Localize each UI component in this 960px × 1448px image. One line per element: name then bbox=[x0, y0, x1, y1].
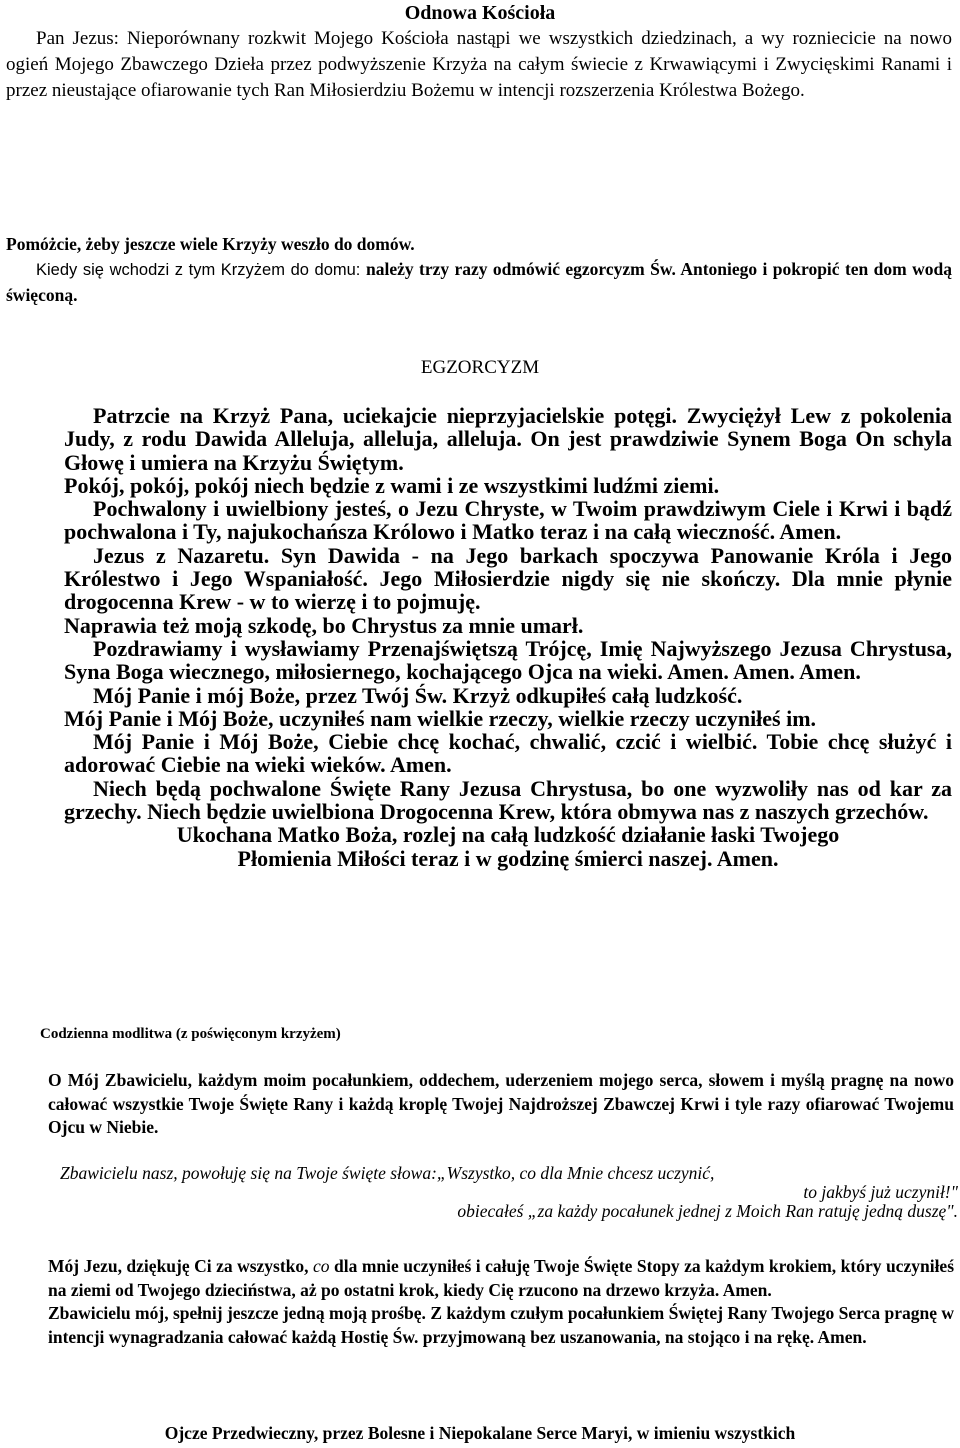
thanks-text-b: dla mnie uczyniłeś i całuję Twoje Święte Stopy za każdym krokiem, który uczyniłeś na ziemi od Twojego dzieciństwa, aż po ostatni krok, kiedy Cię rzucono na drzewo krzyża. Amen. bbox=[48, 1256, 955, 1300]
exorcism-paragraph: Mój Panie i Mój Boże, Ciebie chcę kochać, chwalić, czcić i wielbić. Tobie chcę służyć i adorować Ciebie na wieki wieków. Amen. bbox=[64, 729, 952, 778]
request-paragraph: Zbawicielu mój, spełnij jeszcze jedną moją prośbę. Z każdym czułym pocałunkiem Świętej Rany Twojego Serca pragnę w intencji wynagradzania całować każdą Hostię Św. przyjmowaną bez uszanowania, na stojąco i na rękę. Amen. bbox=[48, 1303, 954, 1347]
thanks-text-co: co bbox=[313, 1256, 330, 1276]
help-line-1: Pomóżcie, żeby jeszcze wiele Krzyży weszło do domów. bbox=[6, 234, 415, 254]
exorcism-paragraph: Naprawia też moją szkodę, bo Chrystus za mnie umarł. bbox=[64, 612, 584, 638]
exorcism-paragraph: Pokój, pokój, pokój niech będzie z wami i ze wszystkimi ludźmi ziemi. bbox=[64, 472, 720, 498]
help-line-2 bbox=[6, 257, 952, 308]
help-section bbox=[6, 232, 952, 308]
exorcism-closing-line: Ukochana Matko Boża, rozlej na całą ludzkość działanie łaski Twojego bbox=[176, 822, 840, 848]
exorcism-paragraph: Niech będą pochwalone Święte Rany Jezusa Chrystusa, bo one wyzwoliły nas od kar za grzechy. Niech będzie uwielbiona Drogocenna Krew, która obmywa nas z naszych grzechów. bbox=[64, 775, 952, 825]
daily-prayer-heading: Codzienna modlitwa (z poświęconym krzyżem) bbox=[40, 1026, 341, 1042]
final-line: Ojcze Przedwieczny, przez Bolesne i Niepokalane Serce Maryi, w imieniu wszystkich bbox=[164, 1423, 796, 1443]
exorcism-paragraph: Mój Panie i mój Boże, przez Twój Św. Krzyż odkupiłeś całą ludzkość. bbox=[93, 682, 743, 708]
exorcism-closing-line: Płomienia Miłości teraz i w godzinę śmierci naszej. Amen. bbox=[237, 845, 779, 871]
intro-paragraph: Pan Jezus: Nieporównany rozkwit Mojego Kościoła nastąpi we wszystkich dziedzinach, a wy rozniecicie na nowo ogień Mojego Zbawczego Dzieła przez podwyższenie Krzyża na całym świecie z Krwawiącymi i Zwycięskimi Ranami i przez nieustające ofiarowanie tych Ran Miłosierdziu Bożemu w intencji rozszerzenia Królestwa Bożego. bbox=[6, 28, 952, 101]
exorcism-heading: EGZORCYZM bbox=[420, 357, 540, 378]
exorcism-paragraph: Patrzcie na Krzyż Pana, uciekajcie nieprzyjacielskie potęgi. Zwyciężył Lew z pokolenia Judy, z rodu Dawida Alleluja, alleluja, alleluja. On jest prawdziwie Synem Boga On schyla Głowę i umiera na Krzyżu Świętym. bbox=[64, 403, 952, 475]
exorcism-paragraph: Mój Panie i Mój Boże, uczyniłeś nam wielkie rzeczy, wielkie rzeczy uczyniłeś im. bbox=[64, 705, 817, 731]
exorcism-paragraph: Jezus z Nazaretu. Syn Dawida - na Jego barkach spoczywa Panowanie Króla i Jego Królestwo i Jego Wspaniałość. Jego Miłosierdzie nigdy się nie skończy. Dla mnie płynie drogocenna Krew - w to wierzę i to pojmuję. bbox=[64, 542, 952, 615]
exorcism-text bbox=[64, 404, 952, 870]
quote-line: obiecałeś „za każdy pocałunek jednej z Moich Ran ratuję jedną duszę". bbox=[457, 1201, 958, 1221]
thanksgiving-paragraph bbox=[48, 1255, 954, 1302]
quote-line: to jakbyś już uczynił!" bbox=[803, 1182, 958, 1202]
thanks-text-a: Mój Jezu, dziękuję Ci za wszystko, bbox=[48, 1256, 314, 1276]
promise-quote bbox=[60, 1164, 958, 1221]
daily-prayer-text: O Mój Zbawicielu, każdym moim pocałunkiem, oddechem, uderzeniem mojego serca, słowem i myślą pragnę na nowo całować wszystkie Twoje Święte Rany i każdą kroplę Twojej Najdroższej Zbawczej Krwi i tyle razy ofiarować Twojemu Ojcu w Niebie. bbox=[48, 1070, 954, 1137]
thanksgiving-section bbox=[48, 1255, 954, 1349]
help-line-2-normal: Kiedy się wchodzi z tym Krzyżem do domu: bbox=[36, 261, 366, 279]
exorcism-paragraph: Pozdrawiamy i wysławiamy Przenajświętszą Trójcę, Imię Najwyższego Jezusa Chrystusa, Syna Boga wiecznego, miłosiernego, kochającego Ojca na wieki. Amen. Amen. Amen. bbox=[64, 635, 952, 685]
exorcism-paragraph: Pochwalony i uwielbiony jesteś, o Jezu Chryste, w Twoim prawdziwym Ciele i Krwi i bądź pochwalona i Ty, najukochańsza Królowo i Matko teraz i na całą wieczność. Amen. bbox=[64, 496, 952, 545]
help-line-2-bold: należy trzy razy odmówić egzorcyzm Św. Antoniego i pokropić ten dom wodą święconą. bbox=[6, 259, 952, 305]
page-title: Odnowa Kościoła bbox=[404, 2, 556, 24]
quote-line: Zbawicielu nasz, powołuję się na Twoje święte słowa:„Wszystko, co dla Mnie chcesz uczynić, bbox=[60, 1163, 715, 1183]
